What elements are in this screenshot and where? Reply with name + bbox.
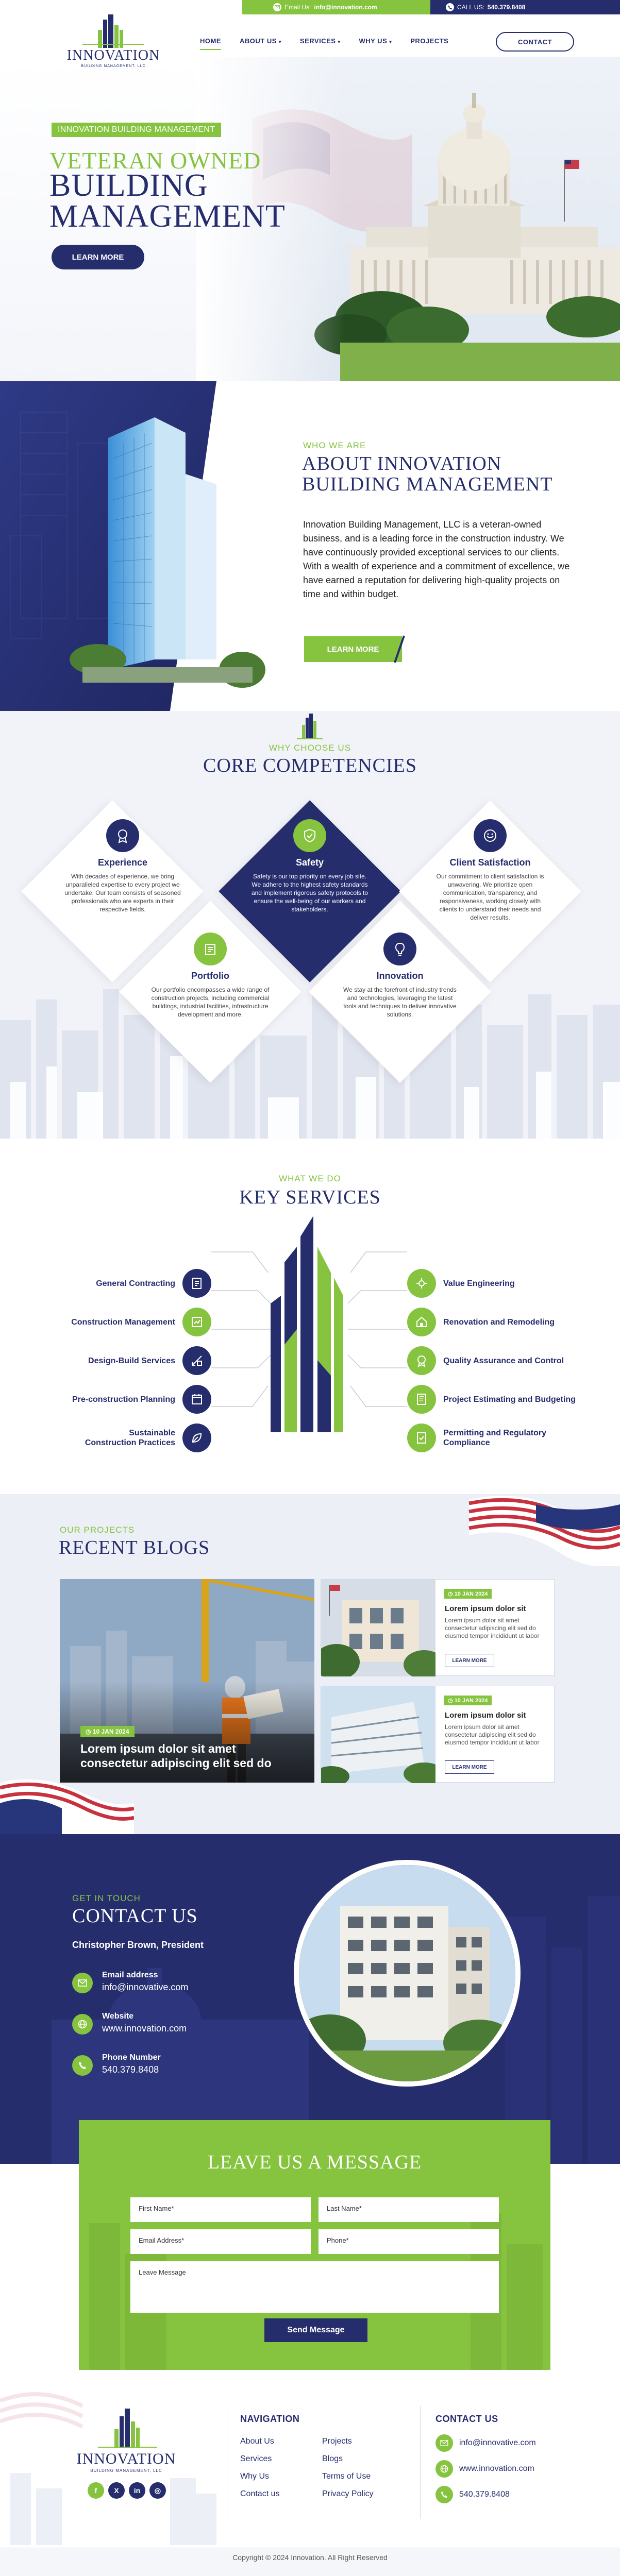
innovation-logo[interactable] xyxy=(52,14,175,74)
last-name-field[interactable]: Last Name* xyxy=(319,2197,499,2222)
email-icon xyxy=(273,3,281,11)
globe-icon xyxy=(435,2460,453,2478)
services-building-graphic xyxy=(170,1206,448,1448)
service-renovation[interactable] xyxy=(407,1308,603,1336)
about-building-image xyxy=(0,381,294,711)
logo-wordmark: INNOVATION xyxy=(66,47,160,63)
nav-why-us[interactable] xyxy=(349,37,401,45)
hero-title xyxy=(49,170,286,232)
blog-date-badge xyxy=(80,1726,135,1737)
x-twitter-icon[interactable]: X xyxy=(108,2482,125,2499)
hero-title-line3: MANAGEMENT xyxy=(49,199,286,234)
footer-link-why-us[interactable]: Why Us xyxy=(240,2472,269,2481)
competency-title: Safety xyxy=(295,857,324,868)
key-services-section xyxy=(0,1139,620,1494)
footer-email-value: info@innovative.com xyxy=(459,2438,536,2447)
nav-about-us-label: ABOUT US xyxy=(240,37,277,45)
facebook-icon[interactable]: f xyxy=(88,2482,104,2499)
contact-subtitle: GET IN TOUCH xyxy=(72,1893,141,1903)
footer-link-about-us[interactable]: About Us xyxy=(240,2437,274,2446)
contract-icon xyxy=(182,1269,211,1298)
blog-learn-more-button[interactable]: LEARN MORE xyxy=(445,1760,494,1774)
nav-about-us[interactable] xyxy=(230,37,291,45)
blog-title: Lorem ipsum dolor sit xyxy=(445,1604,526,1613)
budget-icon xyxy=(407,1385,436,1414)
hero-tag: INNOVATION BUILDING MANAGEMENT xyxy=(52,123,221,137)
service-permitting-compliance[interactable] xyxy=(407,1423,603,1452)
blog-date-badge xyxy=(444,1589,492,1599)
email-icon xyxy=(72,1973,93,1993)
clock-icon: ◷ xyxy=(86,1728,93,1735)
quality-icon xyxy=(407,1346,436,1375)
service-label: Pre-construction Planning xyxy=(72,1395,175,1404)
nav-why-us-label: WHY US xyxy=(359,37,388,45)
competency-text: Our commitment to client satisfaction is unwavering. We prioritize open communication, transparency, and responsiveness, working closely with clients to understand their needs and deliver results. xyxy=(436,873,544,921)
contact-website-value: www.innovation.com xyxy=(102,2023,187,2033)
footer-website[interactable] xyxy=(435,2460,534,2478)
top-bar-phone-value: 540.379.8408 xyxy=(487,4,526,11)
nav-home[interactable] xyxy=(191,37,230,45)
top-bar-phone-strip xyxy=(430,0,620,14)
contact-title: CONTACT US xyxy=(72,1905,198,1927)
service-quality-assurance[interactable] xyxy=(407,1346,603,1375)
clock-icon: ◷ xyxy=(448,1698,455,1704)
hero-learn-more-button[interactable]: LEARN MORE xyxy=(52,245,144,269)
competency-text: Safety is our top priority on every job site. We adhere to the highest safety standards and implement rigorous safety protocols to ensure the well-being of our workers and stakeholders. xyxy=(251,873,368,913)
nav-services-label: SERVICES xyxy=(299,37,336,45)
service-label: Project Estimating and Budgeting xyxy=(443,1395,576,1404)
top-bar-phone[interactable] xyxy=(446,3,525,11)
footer-link-blogs[interactable]: Blogs xyxy=(322,2454,343,2463)
footer-phone-value: 540.379.8408 xyxy=(459,2490,510,2499)
logo-tagline: BUILDING MANAGEMENT, LLC xyxy=(81,64,146,68)
contact-phone[interactable] xyxy=(72,2053,161,2076)
top-bar-email-value: info@innovation.com xyxy=(314,4,377,11)
blog-title: Lorem ipsum dolor sit xyxy=(445,1711,526,1720)
social-links xyxy=(88,2482,166,2499)
footer-logo-tagline: BUILDING MANAGEMENT, LLC xyxy=(90,2468,162,2473)
about-subtitle: WHO WE ARE xyxy=(303,440,366,450)
footer-divider xyxy=(420,2406,421,2519)
contact-email-label: Email address xyxy=(102,1971,158,1979)
top-bar-call-label: CALL US: xyxy=(457,4,484,11)
apartment-building-image xyxy=(294,1860,521,2087)
contact-phone-value: 540.379.8408 xyxy=(102,2064,159,2075)
competency-text: Our portfolio encompasses a wide range of construction projects, including commercial buildings, industrial facilities, infrastructure development and more. xyxy=(151,986,270,1018)
contact-website-text xyxy=(102,2012,187,2034)
competency-text: With decades of experience, we bring unparalleled expertise to every project we undertake. Our team consists of seasoned professionals who are experts in their respective fields. xyxy=(64,873,181,913)
instagram-icon[interactable]: ◎ xyxy=(149,2482,166,2499)
blog-date-badge xyxy=(444,1696,492,1705)
service-label-line2: Construction Practices xyxy=(85,1438,175,1447)
competency-client-satisfaction xyxy=(431,819,549,922)
core-subtitle: WHY CHOOSE US xyxy=(269,743,351,753)
blog-date: 10 JAN 2024 xyxy=(92,1728,129,1735)
blog-date: 10 JAN 2024 xyxy=(454,1591,488,1597)
competency-portfolio xyxy=(151,933,270,1019)
about-title xyxy=(302,453,591,495)
blog-learn-more-button[interactable]: LEARN MORE xyxy=(445,1654,494,1667)
chevron-down-icon: ▾ xyxy=(389,39,392,44)
footer-link-terms[interactable]: Terms of Use xyxy=(322,2472,371,2481)
contact-phone-label: Phone Number xyxy=(102,2053,161,2062)
blogs-subtitle: OUR PROJECTS xyxy=(60,1525,135,1535)
about-learn-more-button[interactable]: LEARN MORE xyxy=(304,636,402,662)
contact-person: Christopher Brown, President xyxy=(72,1940,204,1950)
chevron-down-icon: ▾ xyxy=(338,39,341,44)
linkedin-icon[interactable]: in xyxy=(129,2482,145,2499)
contact-email[interactable] xyxy=(72,1971,188,1993)
message-title: LEAVE US A MESSAGE xyxy=(207,2151,422,2173)
top-bar-email-label: Email Us: xyxy=(284,4,311,11)
footer-bottom-bar xyxy=(0,2548,620,2576)
core-title: CORE COMPETENCIES xyxy=(203,755,417,776)
service-construction-management[interactable] xyxy=(31,1308,211,1336)
planning-icon xyxy=(182,1385,211,1414)
service-sustainable-construction[interactable] xyxy=(31,1423,211,1452)
competency-title: Portfolio xyxy=(191,971,229,981)
competency-title: Innovation xyxy=(376,971,424,981)
safety-shield-icon xyxy=(293,819,326,852)
renovation-icon xyxy=(407,1308,436,1336)
footer-link-contact-us[interactable]: Contact us xyxy=(240,2489,280,2498)
service-value-engineering[interactable] xyxy=(407,1269,603,1298)
core-competencies-section xyxy=(0,711,620,1139)
nav-services[interactable] xyxy=(291,37,350,45)
service-label-line2: Compliance xyxy=(443,1438,490,1447)
top-bar-email-strip xyxy=(242,0,430,14)
contact-email-value: info@innovative.com xyxy=(102,1982,189,1992)
service-general-contracting[interactable] xyxy=(31,1269,211,1298)
footer-email[interactable] xyxy=(435,2434,536,2452)
service-label: Renovation and Remodeling xyxy=(443,1317,555,1327)
service-pre-construction-planning[interactable] xyxy=(31,1385,211,1414)
footer-contact-title: CONTACT US xyxy=(435,2414,498,2424)
innovation-bulb-icon xyxy=(383,933,416,965)
service-label-line1: Permitting and Regulatory xyxy=(443,1429,547,1437)
service-label-line1: Sustainable xyxy=(129,1429,175,1437)
competency-title: Experience xyxy=(97,857,148,868)
blog-card[interactable] xyxy=(321,1686,555,1783)
main-nav xyxy=(191,37,458,45)
chevron-down-icon: ▾ xyxy=(278,39,281,44)
footer-navigation-title: NAVIGATION xyxy=(240,2414,300,2424)
services-title: KEY SERVICES xyxy=(239,1187,381,1208)
competency-text: We stay at the forefront of industry trends and technologies, leveraging the latest tools and techniques to deliver innovative solutions. xyxy=(343,986,457,1018)
email-field[interactable]: Email Address* xyxy=(130,2229,311,2254)
footer xyxy=(0,2370,620,2576)
blog-date: 10 JAN 2024 xyxy=(454,1698,488,1704)
phone-icon xyxy=(72,2055,93,2076)
service-label: General Contracting xyxy=(96,1279,175,1288)
footer-logo-wordmark: INNOVATION xyxy=(76,2450,176,2467)
service-label xyxy=(85,1428,175,1448)
sustainable-icon xyxy=(182,1423,211,1452)
phone-field[interactable]: Phone* xyxy=(319,2229,499,2254)
phone-icon xyxy=(446,3,454,11)
footer-link-projects[interactable]: Projects xyxy=(322,2437,352,2446)
permit-icon xyxy=(407,1423,436,1452)
nav-home-label: HOME xyxy=(200,37,221,45)
top-bar xyxy=(0,0,620,14)
header xyxy=(0,14,620,71)
management-icon xyxy=(182,1308,211,1336)
service-estimating-budgeting[interactable] xyxy=(407,1385,603,1414)
competency-safety xyxy=(250,819,369,913)
hero-title-line2: BUILDING xyxy=(49,168,208,203)
featured-blog-card[interactable] xyxy=(60,1579,314,1783)
first-name-field[interactable]: First Name* xyxy=(130,2197,311,2222)
service-label xyxy=(443,1428,546,1448)
copyright-text: Copyright © 2024 Innovation. All Right Reserved xyxy=(232,2553,388,2562)
service-label: Value Engineering xyxy=(443,1279,515,1288)
service-design-build[interactable] xyxy=(31,1346,211,1375)
message-textarea[interactable]: Leave Message xyxy=(130,2261,499,2313)
about-title-line2: BUILDING MANAGEMENT xyxy=(302,473,553,495)
service-label: Quality Assurance and Control xyxy=(443,1356,564,1365)
message-form xyxy=(79,2120,550,2370)
blog-card[interactable] xyxy=(321,1579,555,1676)
footer-phone[interactable] xyxy=(435,2486,510,2503)
portfolio-icon xyxy=(194,933,227,965)
send-message-button[interactable]: Send Message xyxy=(264,2318,367,2342)
top-bar-email[interactable] xyxy=(273,3,377,11)
blog-excerpt: Lorem ipsum dolor sit amet consectetur adipiscing elit sed do eiusmod tempor incididunt ut labor xyxy=(445,1617,540,1639)
blog-image xyxy=(321,1686,435,1783)
footer-link-services[interactable]: Services xyxy=(240,2454,272,2463)
clock-icon: ◷ xyxy=(448,1591,455,1597)
featured-blog-title: Lorem ipsum dolor sit amet consectetur adipiscing elit sed do xyxy=(80,1742,272,1770)
about-title-line1: ABOUT INNOVATION xyxy=(302,453,502,474)
about-section xyxy=(0,381,620,711)
footer-website-value: www.innovation.com xyxy=(459,2464,534,2473)
engineering-icon xyxy=(407,1269,436,1298)
contact-website-label: Website xyxy=(102,2012,134,2021)
contact-email-text xyxy=(102,1971,188,1993)
nav-projects[interactable] xyxy=(401,37,458,45)
blog-excerpt: Lorem ipsum dolor sit amet consectetur adipiscing elit sed do eiusmod tempor incididunt ut labor xyxy=(445,1723,540,1746)
recent-blogs-section xyxy=(0,1494,620,1834)
american-flag-decoration xyxy=(459,1494,620,1566)
client-satisfaction-icon xyxy=(474,819,507,852)
contact-phone-text xyxy=(102,2053,161,2075)
footer-link-privacy[interactable]: Privacy Policy xyxy=(322,2489,374,2498)
experience-icon xyxy=(106,819,139,852)
service-label: Design-Build Services xyxy=(88,1356,175,1365)
contact-website[interactable] xyxy=(72,2012,187,2035)
building-logo-icon xyxy=(294,714,325,742)
design-icon xyxy=(182,1346,211,1375)
about-text: Innovation Building Management, LLC is a veteran-owned business, and is a leading force in the construction industry. We have continuously provided exceptional services to our clients. With a wealth of experience and a commitment of excellence, we have earned a reputation for delivering high-quality projects on time and within budget. xyxy=(303,519,570,599)
phone-icon xyxy=(435,2486,453,2503)
services-subtitle: WHAT WE DO xyxy=(279,1174,341,1183)
globe-icon xyxy=(72,2014,93,2035)
competency-innovation xyxy=(341,933,459,1019)
hero-section xyxy=(0,57,620,381)
blogs-title: RECENT BLOGS xyxy=(59,1537,210,1558)
footer-logo[interactable] xyxy=(62,2406,191,2483)
competency-title: Client Satisfaction xyxy=(449,857,531,868)
blog-image xyxy=(321,1580,435,1676)
nav-contact-button[interactable]: CONTACT xyxy=(496,32,574,52)
contact-section xyxy=(0,1834,620,2164)
button-accent-line xyxy=(393,634,406,665)
hero-title-line1: VETERAN OWNED xyxy=(49,147,261,174)
email-icon xyxy=(435,2434,453,2452)
competency-experience xyxy=(63,819,182,913)
service-label: Construction Management xyxy=(71,1317,175,1327)
nav-projects-label: PROJECTS xyxy=(410,37,449,45)
